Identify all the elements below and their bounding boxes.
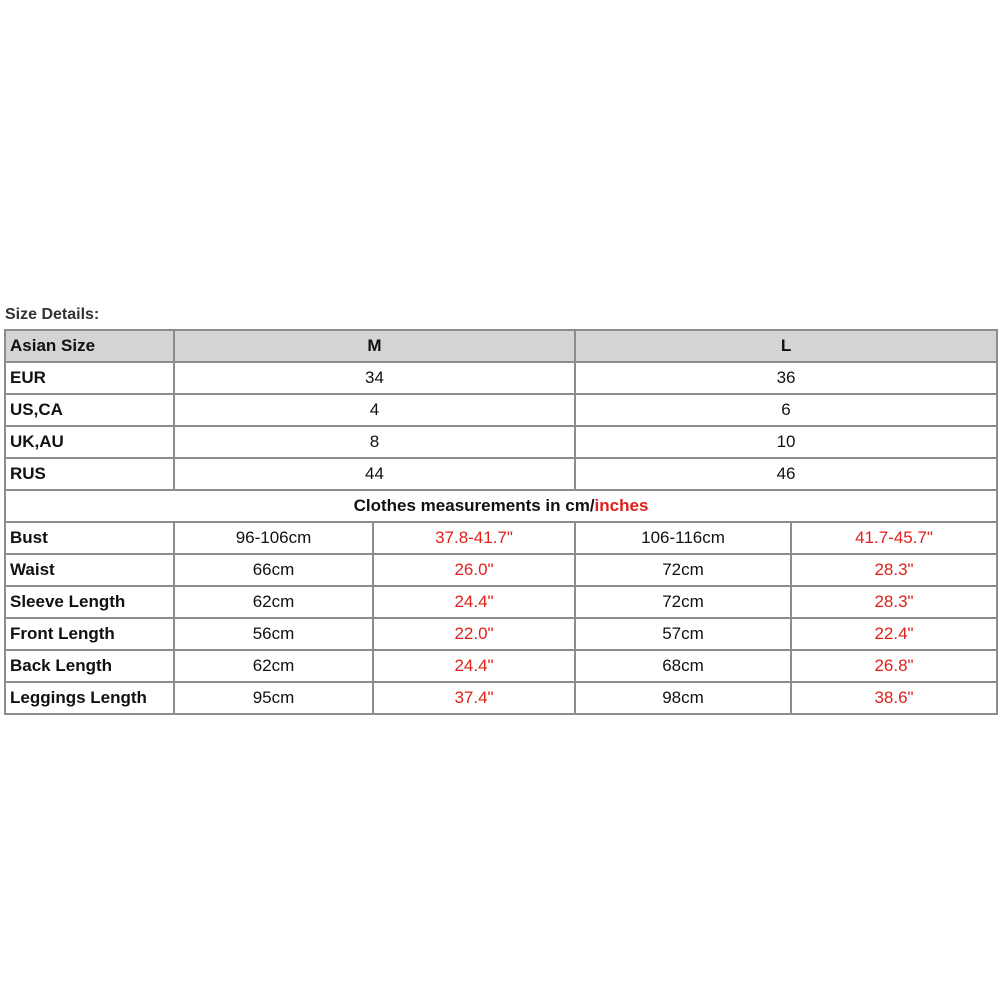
leggings-length-l-cm: 98cm — [575, 682, 791, 714]
front-length-l-cm: 57cm — [575, 618, 791, 650]
front-length-m-inches: 22.0" — [373, 618, 575, 650]
back-length-m-cm: 62cm — [174, 650, 373, 682]
uk-au-l-value: 10 — [575, 426, 997, 458]
bust-m-cm: 96-106cm — [174, 522, 373, 554]
back-length-l-inches: 26.8" — [791, 650, 997, 682]
bust-label: Bust — [5, 522, 174, 554]
waist-m-cm: 66cm — [174, 554, 373, 586]
size-m-header: M — [174, 330, 575, 362]
asian-size-label: Asian Size — [5, 330, 174, 362]
leggings-length-m-inches: 37.4" — [373, 682, 575, 714]
waist-l-inches: 28.3" — [791, 554, 997, 586]
measurements-section-row — [5, 490, 997, 522]
section-title-inches: inches — [594, 496, 649, 515]
uk-au-label: UK,AU — [5, 426, 174, 458]
uk-au-m-value: 8 — [174, 426, 575, 458]
section-title-cm: Clothes measurements in cm/ — [353, 496, 595, 515]
leggings-length-l-inches: 38.6" — [791, 682, 997, 714]
sleeve-length-m-cm: 62cm — [174, 586, 373, 618]
front-length-label: Front Length — [5, 618, 174, 650]
leggings-length-row — [5, 682, 997, 714]
front-length-l-inches: 22.4" — [791, 618, 997, 650]
size-l-header: L — [575, 330, 997, 362]
eur-label: EUR — [5, 362, 174, 394]
rus-label: RUS — [5, 458, 174, 490]
front-length-m-cm: 56cm — [174, 618, 373, 650]
rus-row — [5, 458, 997, 490]
us-ca-l-value: 6 — [575, 394, 997, 426]
bust-l-inches: 41.7-45.7" — [791, 522, 997, 554]
rus-l-value: 46 — [575, 458, 997, 490]
sleeve-length-m-inches: 24.4" — [373, 586, 575, 618]
front-length-row — [5, 618, 997, 650]
size-details-caption: Size Details: — [5, 306, 100, 323]
us-ca-row — [5, 394, 997, 426]
waist-l-cm: 72cm — [575, 554, 791, 586]
bust-row — [5, 522, 997, 554]
sleeve-length-label: Sleeve Length — [5, 586, 174, 618]
back-length-row — [5, 650, 997, 682]
sleeve-length-l-cm: 72cm — [575, 586, 791, 618]
asian-size-header-row — [5, 330, 997, 362]
rus-m-value: 44 — [174, 458, 575, 490]
eur-l-value: 36 — [575, 362, 997, 394]
waist-label: Waist — [5, 554, 174, 586]
leggings-length-label: Leggings Length — [5, 682, 174, 714]
measurements-section-title — [5, 490, 997, 522]
back-length-l-cm: 68cm — [575, 650, 791, 682]
us-ca-m-value: 4 — [174, 394, 575, 426]
eur-m-value: 34 — [174, 362, 575, 394]
us-ca-label: US,CA — [5, 394, 174, 426]
eur-row — [5, 362, 997, 394]
back-length-m-inches: 24.4" — [373, 650, 575, 682]
back-length-label: Back Length — [5, 650, 174, 682]
uk-au-row — [5, 426, 997, 458]
waist-row — [5, 554, 997, 586]
leggings-length-m-cm: 95cm — [174, 682, 373, 714]
sleeve-length-l-inches: 28.3" — [791, 586, 997, 618]
sleeve-length-row — [5, 586, 997, 618]
size-chart-table — [4, 329, 998, 715]
bust-l-cm: 106-116cm — [575, 522, 791, 554]
bust-m-inches: 37.8-41.7" — [373, 522, 575, 554]
waist-m-inches: 26.0" — [373, 554, 575, 586]
